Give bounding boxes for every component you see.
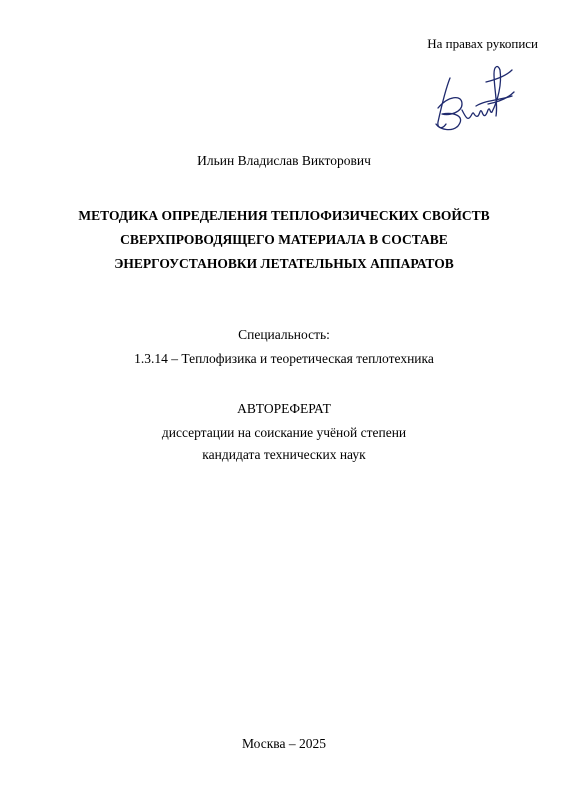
- abstract-line-2: кандидата технических наук: [202, 447, 366, 462]
- handwritten-signature-icon: [428, 60, 518, 136]
- title-line-1: МЕТОДИКА ОПРЕДЕЛЕНИЯ ТЕПЛОФИЗИЧЕСКИХ СВОЙСТВ: [78, 208, 490, 223]
- abstract-line-1: диссертации на соискание учёной степени: [161, 425, 407, 440]
- document-title: [0, 204, 568, 276]
- rights-note: На правах рукописи: [427, 36, 538, 51]
- specialty-value: 1.3.14 – Теплофизика и теоретическая теплотехника: [134, 351, 434, 366]
- place-and-year: Москва – 2025: [242, 736, 326, 751]
- title-line-3: ЭНЕРГОУСТАНОВКИ ЛЕТАТЕЛЬНЫХ АППАРАТОВ: [114, 256, 454, 271]
- title-line-2: СВЕРХПРОВОДЯЩЕГО МАТЕРИАЛА В СОСТАВЕ: [120, 232, 448, 247]
- author-name: Ильин Владислав Викторович: [197, 153, 371, 168]
- specialty-label: Специальность:: [238, 327, 330, 342]
- abstract-label: АВТОРЕФЕРАТ: [237, 401, 331, 416]
